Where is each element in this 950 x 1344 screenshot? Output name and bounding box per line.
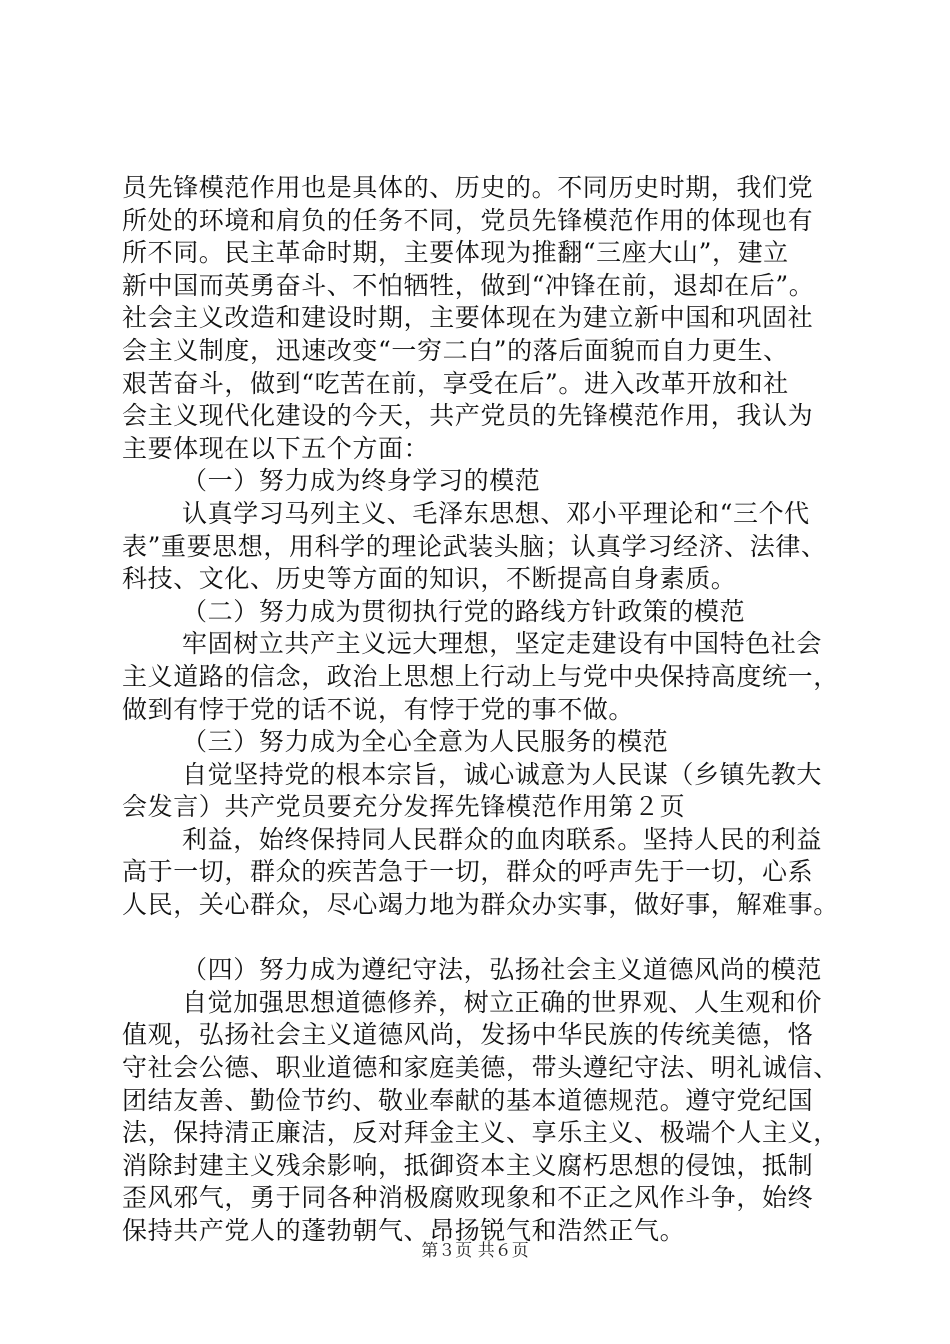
paragraph-first-line: 牢固树立共产主义远大理想，坚定走建设有中国特色社会 bbox=[182, 629, 823, 659]
text-line: 表”重要思想，用科学的理论武装头脑；认真学习经济、法律、 bbox=[122, 531, 827, 561]
text-line: 所不同。民主革命时期，主要体现为推翻“三座大山”，建立 bbox=[122, 238, 789, 268]
text-line: 会发言）共产党员要充分发挥先锋模范作用第２页 bbox=[122, 792, 686, 822]
text-line: 歪风邪气，勇于同各种消极腐败现象和不正之风作斗争，始终 bbox=[122, 1183, 814, 1213]
text-line: 艰苦奋斗，做到“吃苦在前，享受在后”。进入改革开放和社 bbox=[122, 368, 789, 398]
text-line: 主义道路的信念，政治上思想上行动上与党中央保持高度统一， bbox=[122, 661, 839, 691]
paragraph-first-line: 利益，始终保持同人民群众的血肉联系。坚持人民的利益 bbox=[182, 824, 823, 854]
text-line: 高于一切，群众的疾苦急于一切，群众的呼声先于一切，心系 bbox=[122, 857, 814, 887]
text-line: 人民，关心群众，尽心竭力地为群众办实事，做好事，解难事。 bbox=[122, 890, 839, 920]
paragraph-first-line: 自觉坚持党的根本宗旨，诚心诚意为人民谋（乡镇先教大 bbox=[182, 759, 823, 789]
blank-line bbox=[122, 922, 850, 955]
text-line: 科技、文化、历史等方面的知识，不断提高自身素质。 bbox=[122, 564, 737, 594]
paragraph-first-line: 自觉加强思想道德修养，树立正确的世界观、人生观和价 bbox=[182, 987, 823, 1017]
text-line: 主要体现在以下五个方面： bbox=[122, 433, 430, 463]
text-line: 做到有悖于党的话不说，有悖于党的事不做。 bbox=[122, 694, 635, 724]
section-heading: （四）努力成为遵纪守法，弘扬社会主义道德风尚的模范 bbox=[182, 955, 823, 985]
section-heading: （二）努力成为贯彻执行党的路线方针政策的模范 bbox=[182, 596, 746, 626]
text-line: 会主义制度，迅速改变“一穷二白”的落后面貌而自力更生、 bbox=[122, 335, 789, 365]
text-line: 新中国而英勇奋斗、不怕牺牲，做到“冲锋在前，退却在后”。 bbox=[122, 270, 815, 300]
text-line: 法，保持清正廉洁，反对拜金主义、享乐主义、极端个人主义， bbox=[122, 1118, 839, 1148]
text-line: 值观，弘扬社会主义道德风尚，发扬中华民族的传统美德，恪 bbox=[122, 1020, 814, 1050]
text-line: 所处的环境和肩负的任务不同，党员先锋模范作用的体现也有 bbox=[122, 205, 814, 235]
text-line: 员先锋模范作用也是具体的、历史的。不同历史时期，我们党 bbox=[122, 173, 814, 202]
text-line: 保持共产党人的蓬勃朝气、昂扬锐气和浩然正气。 bbox=[122, 1216, 686, 1245]
document-body bbox=[122, 172, 850, 1248]
paragraph-first-line: 认真学习马列主义、毛泽东思想、邓小平理论和“三个代 bbox=[182, 498, 810, 528]
text-line: 守社会公德、职业道德和家庭美德，带头遵纪守法、明礼诚信、 bbox=[122, 1053, 839, 1083]
text-line: 消除封建主义残余影响，抵御资本主义腐朽思想的侵蚀，抵制 bbox=[122, 1150, 814, 1180]
text-line: 社会主义改造和建设时期，主要体现在为建立新中国和巩固社 bbox=[122, 303, 814, 333]
text-line: 团结友善、勤俭节约、敬业奉献的基本道德规范。遵守党纪国 bbox=[122, 1085, 814, 1115]
section-heading: （三）努力成为全心全意为人民服务的模范 bbox=[182, 727, 669, 757]
section-heading: （一）努力成为终身学习的模范 bbox=[182, 466, 541, 496]
page-footer: 第３页 共６页 bbox=[421, 1241, 529, 1261]
text-line: 会主义现代化建设的今天，共产党员的先锋模范作用，我认为 bbox=[122, 401, 814, 431]
